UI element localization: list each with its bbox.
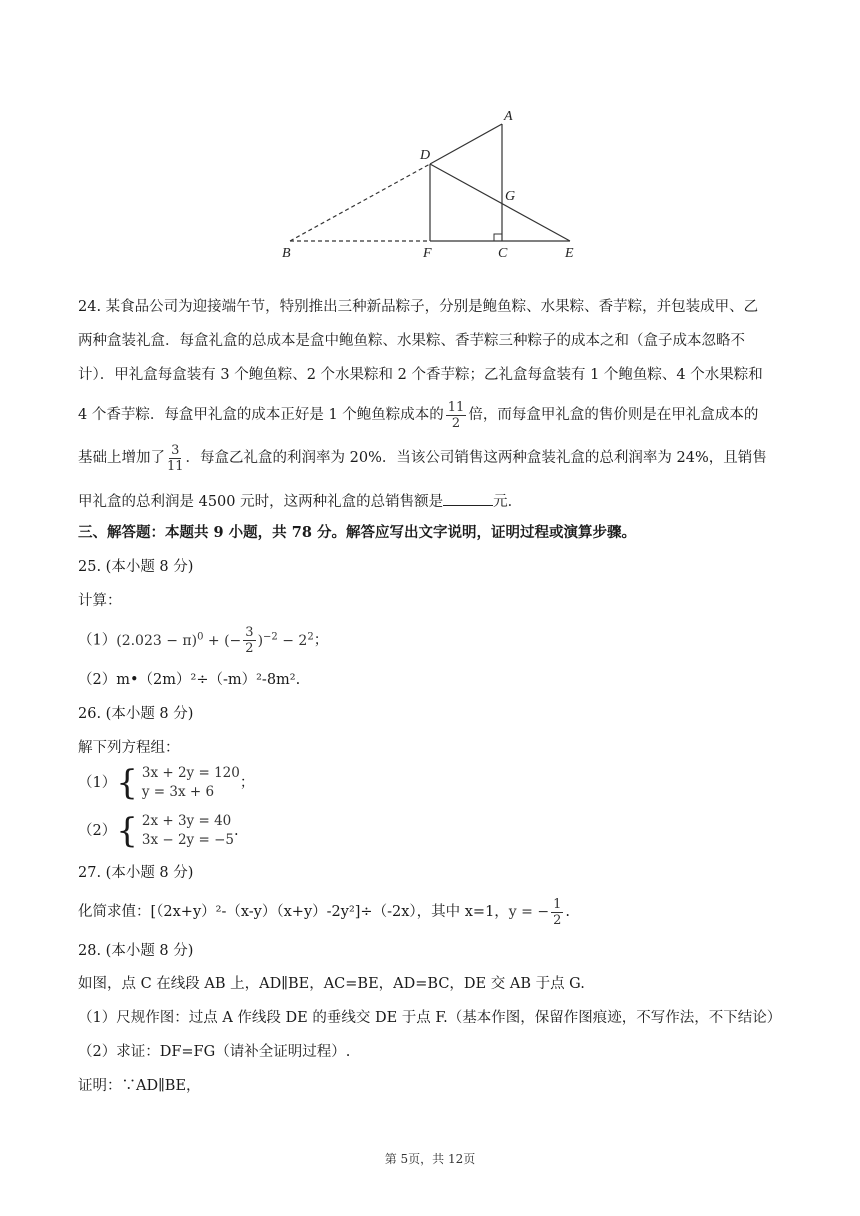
q25-expression <box>116 625 314 657</box>
fraction-denominator: 11 <box>167 458 184 474</box>
q24-line-4 <box>78 397 758 433</box>
math-term: + (− <box>203 632 242 649</box>
label-f: F <box>423 246 432 261</box>
q24-line-2: 两种盒装礼盒．每盒礼盒的总成本是盒中鲍鱼粽、水果粽、香芋粽三种粽子的成本之和（盒子成本忽略不 <box>78 333 745 349</box>
q26-part-1 <box>78 763 254 803</box>
equation: 2x + 3y = 40 <box>141 813 232 829</box>
label-b: B <box>282 246 291 261</box>
label-a: A <box>504 109 513 124</box>
section-3-heading: 三、解答题：本题共 9 小题，共 78 分。解答应写出文字说明，证明过程或演算步骤。 <box>78 524 636 541</box>
left-brace: { <box>116 811 138 851</box>
q24-line-3: 计）．甲礼盒每盒装有 3 个鲍鱼粽、2 个水果粽和 2 个香芋粽；乙礼盒每盒装有 1 个鲍鱼粽、4 个水果粽和 <box>78 367 763 383</box>
q24-line-4-b: 倍，而每盒甲礼盒的售价则是在甲礼盒成本的 <box>468 407 759 423</box>
equation-system-1 <box>142 764 240 802</box>
q28-line-1: 如图，点 C 在线段 AB 上，AD∥BE，AC=BE，AD=BC，DE 交 AB 于点 G. <box>78 976 585 992</box>
answer-blank <box>443 491 493 506</box>
part-label: （1） <box>78 775 117 791</box>
q24-line-6 <box>78 491 522 512</box>
equation-system-2 <box>142 812 234 850</box>
q24-line-6-b: 元． <box>493 494 523 510</box>
q25-title: 25. (本小题 8 分) <box>78 559 194 575</box>
q24-line-5-b: ．每盒乙礼盒的利润率为 20%．当该公司销售这两种盒装礼盒的总利润率为 24%，且销售 <box>185 450 767 466</box>
geometry-figure <box>260 100 590 270</box>
q24-line-1: 24. 某食品公司为迎接端午节，特别推出三种新品粽子，分别是鲍鱼粽、水果粽、香芋粽，并包装成甲、乙 <box>78 299 759 315</box>
q26-part-2 <box>78 811 239 851</box>
segment-da <box>430 124 502 164</box>
q25-part-2: （2）m•（2m）²÷（-m）²-8m². <box>78 672 301 688</box>
fraction-numerator: 11 <box>447 399 465 415</box>
part-label: （1） <box>78 632 117 649</box>
label-e: E <box>565 246 574 261</box>
label-g: G <box>505 189 516 204</box>
math-term: (2.023 − π) <box>116 632 198 649</box>
part-label: （2） <box>78 823 117 839</box>
q25-part-1 <box>78 620 328 658</box>
q27-title: 27. (本小题 8 分) <box>78 865 194 881</box>
q25-intro: 计算： <box>78 593 122 609</box>
exponent: 2 <box>307 631 314 642</box>
punctuation: ； <box>313 632 329 649</box>
q28-line-4: 证明：∵AD∥BE， <box>78 1078 201 1094</box>
punctuation: . <box>233 823 239 839</box>
fraction-three-elevenths <box>167 443 184 474</box>
equation: 3x − 2y = −5 <box>141 832 234 848</box>
q27-expression: 化简求值：[（2x+y）²-（x-y）（x+y）-2y²]÷（-2x），其中 x=1， <box>78 904 509 920</box>
q28-line-2: （1）尺规作图：过点 A 作线段 DE 的垂线交 DE 于点 F.（基本作图，保留作图痕迹，不写作法，不下结论） <box>78 1010 782 1026</box>
q27-text <box>78 894 570 930</box>
q28-title: 28. (本小题 8 分) <box>78 943 194 959</box>
fraction-numerator: 3 <box>245 625 254 641</box>
punctuation: ； <box>239 775 255 791</box>
q26-title: 26. (本小题 8 分) <box>78 706 194 722</box>
math-term: y = − <box>508 904 550 920</box>
fraction-three-halves <box>243 625 255 656</box>
q24-line-5-a: 基础上增加了 <box>78 450 165 466</box>
fraction-denominator: 2 <box>245 641 254 657</box>
label-c: C <box>498 246 508 261</box>
exponent: −2 <box>263 631 278 642</box>
right-angle-mark <box>494 234 502 241</box>
q24-line-4-a: 4 个香芋粽．每盒甲礼盒的成本正好是 1 个鲍鱼粽成本的 <box>78 407 444 423</box>
equation: 3x + 2y = 120 <box>141 765 240 781</box>
segment-de <box>430 164 570 241</box>
fraction-numerator: 1 <box>553 896 562 912</box>
fraction-denominator: 2 <box>451 415 461 431</box>
math-term: ) <box>257 632 264 649</box>
punctuation: . <box>565 904 570 920</box>
equation: y = 3x + 6 <box>141 784 215 800</box>
fraction-numerator: 3 <box>171 442 180 458</box>
q24-line-6-a: 甲礼盒的总利润是 4500 元时，这两种礼盒的总销售额是 <box>78 494 444 510</box>
segment-bd <box>290 164 430 241</box>
exponent: 0 <box>197 631 204 642</box>
q26-intro: 解下列方程组： <box>78 740 180 756</box>
label-d: D <box>420 148 431 163</box>
q24-line-5 <box>78 440 767 476</box>
fraction-eleven-halves <box>446 400 467 431</box>
math-term: − 2 <box>277 632 308 649</box>
fraction-denominator: 2 <box>553 912 562 928</box>
q28-line-3: （2）求证：DF=FG（请补全证明过程）. <box>78 1044 351 1060</box>
page-footer: 第 5页，共 12页 <box>384 1152 476 1166</box>
fraction-one-half <box>551 897 563 928</box>
left-brace: { <box>116 763 138 803</box>
